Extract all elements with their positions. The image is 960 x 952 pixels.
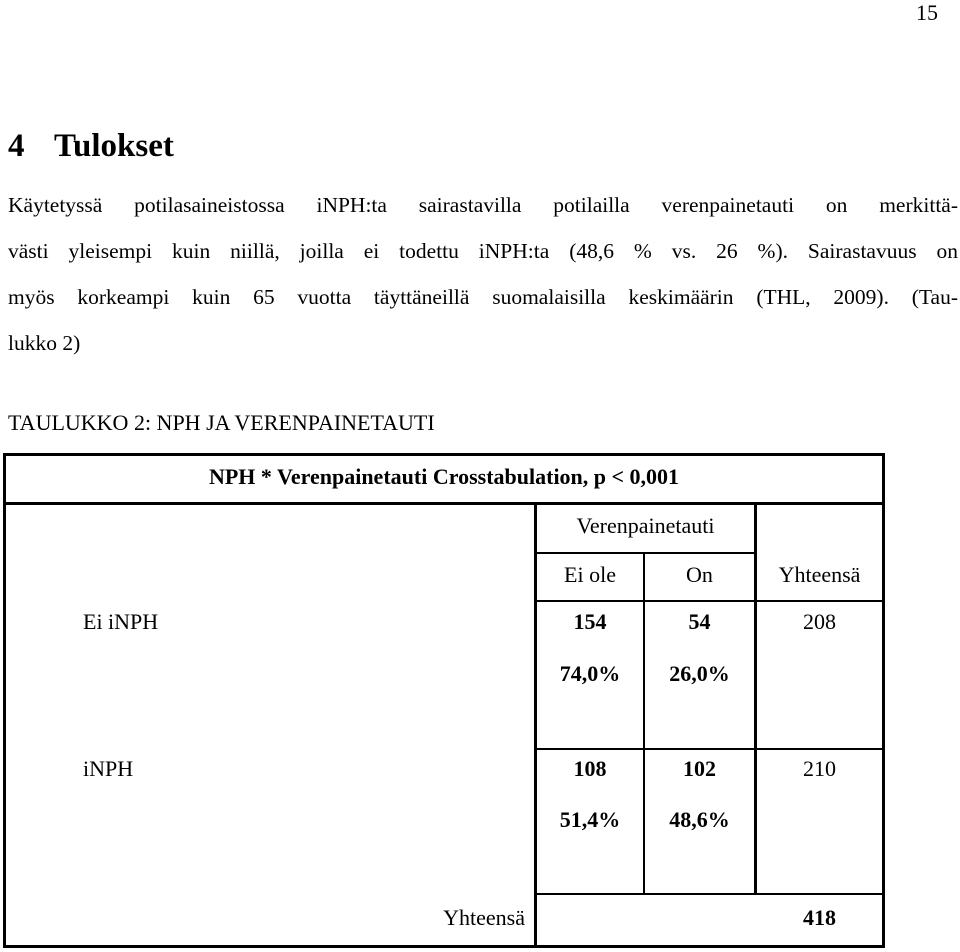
group-header: Verenpainetauti [576, 513, 715, 538]
paragraph-line: lukko 2) [8, 331, 81, 355]
cell-count: 108 [573, 756, 607, 781]
cell-count: 154 [573, 609, 607, 634]
cell-count: 54 [688, 609, 711, 634]
paragraph-line: myös korkeampi kuin 65 vuotta täyttäneillä suomalaisilla keskimäärin (THL, 2009). (Tau- [8, 285, 958, 309]
row-label-ei-inph: Ei iNPH [83, 609, 159, 634]
cell-count: 102 [683, 756, 716, 781]
table-caption: TAULUKKO 2: NPH JA VERENPAINETAUTI [8, 410, 435, 435]
grand-total-value: 418 [803, 905, 836, 930]
table-border-left [3, 453, 6, 948]
page-number: 15 [916, 0, 938, 25]
table-border-top [3, 453, 885, 456]
body-paragraph [8, 182, 958, 366]
paragraph-line: västi yleisempi kuin niillä, joilla ei todettu iNPH:ta (48,6 % vs. 26 %). Sairastavuus on [8, 239, 958, 263]
cell-percent: 26,0% [669, 661, 730, 686]
cell-percent: 51,4% [559, 807, 621, 832]
crosstab-table [3, 453, 885, 949]
cell-percent: 74,0% [559, 661, 621, 686]
col-header-ei-ole: Ei ole [564, 562, 616, 587]
col-header-divider [535, 600, 885, 602]
row-label-inph: iNPH [83, 756, 134, 781]
cell-row-total: 210 [803, 756, 836, 781]
col-header-on: On [686, 562, 713, 587]
table-title: NPH * Verenpainetauti Crosstabulation, p < 0,001 [208, 464, 680, 489]
col-header-yhteensa: Yhteensä [778, 562, 861, 587]
group-header-divider [535, 552, 755, 554]
title-divider [3, 502, 885, 505]
section-heading [8, 124, 174, 168]
paragraph-line: Käytetyssä potilasaineistossa iNPH:ta sairastavilla potilailla verenpainetauti on merkittä- [8, 193, 958, 217]
section-number: 4 [8, 128, 25, 164]
row-divider [535, 748, 885, 750]
cell-percent: 48,6% [669, 807, 730, 832]
total-row-divider [535, 893, 885, 895]
table-border-right [882, 453, 885, 948]
grand-total-label: Yhteensä [443, 905, 525, 930]
table-border-bottom [3, 945, 885, 948]
cell-row-total: 208 [803, 609, 836, 634]
col-divider-1 [643, 552, 645, 895]
section-title: Tulokset [54, 128, 174, 164]
